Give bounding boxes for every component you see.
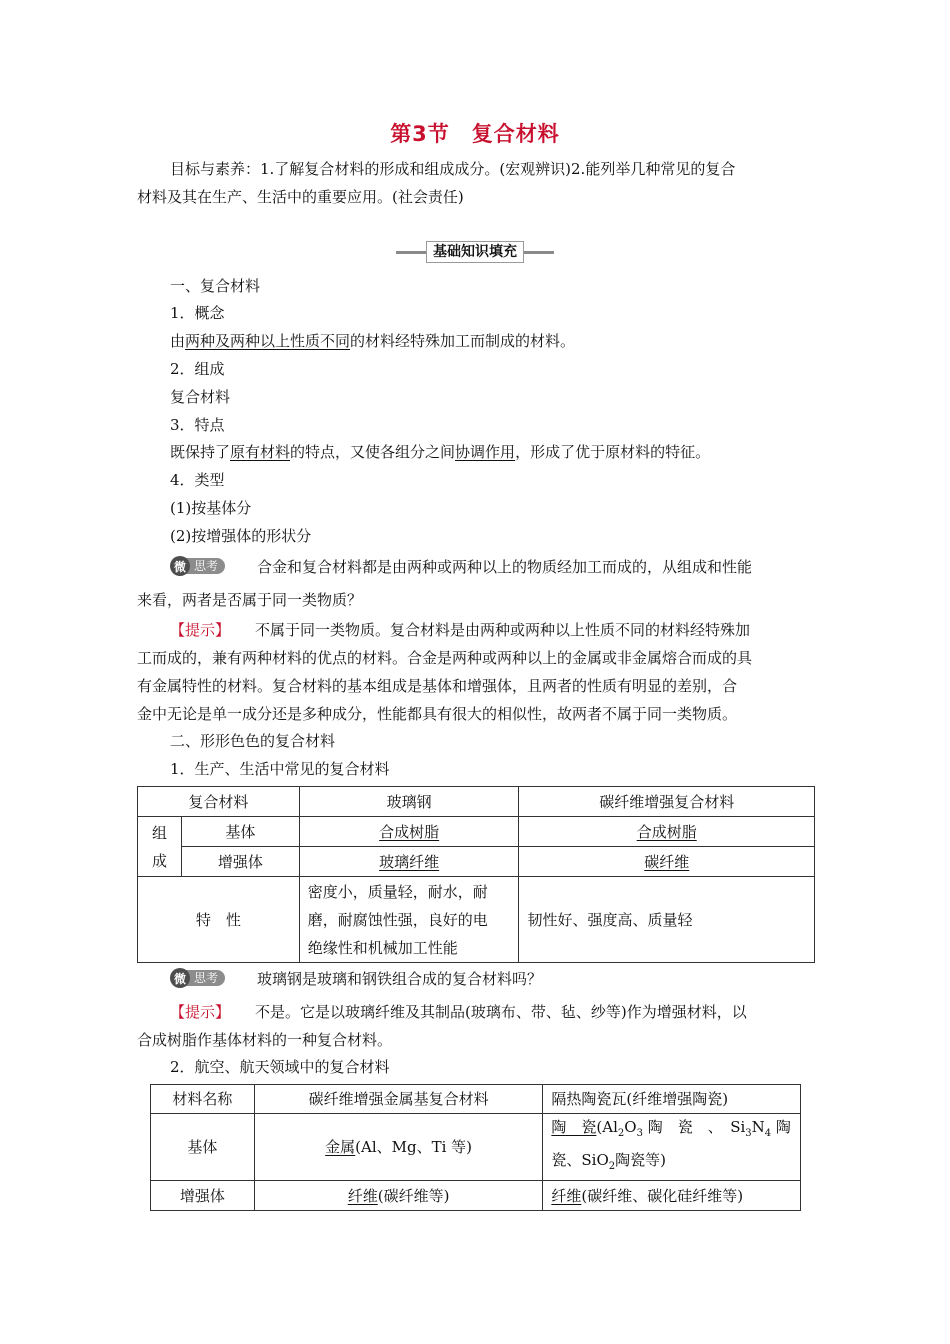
t1-reinforce-label: 增强体 xyxy=(181,847,299,877)
section2-heading: 二、形形色色的复合材料 xyxy=(170,732,336,750)
t2-reinforce-metal: 纤维(碳纤维等) xyxy=(254,1181,543,1211)
composition-heading: 2．组成 xyxy=(170,360,225,378)
t1-header-2: 碳纤维增强复合材料 xyxy=(519,787,815,817)
common-composites-table xyxy=(137,786,815,963)
t2-reinforce-ceramic: 纤维(碳纤维、碳化硅纤维等) xyxy=(543,1181,801,1211)
t1-feature-carbon: 韧性好、强度高、质量轻 xyxy=(519,877,815,963)
features-blank-2: 协调作用 xyxy=(455,443,516,461)
t1-header-1: 玻璃钢 xyxy=(299,787,519,817)
aerospace-composites-table xyxy=(150,1084,801,1211)
sikao-label-2: 思考 xyxy=(184,970,225,986)
objectives-line-2: 材料及其在生产、生活中的重要应用。(社会责任) xyxy=(137,188,464,206)
type-1: (1)按基体分 xyxy=(170,499,252,517)
t1-feature-glass: 密度小，质量轻，耐水，耐 磨，耐腐蚀性强，良好的电 绝缘性和机械加工性能 xyxy=(299,877,519,963)
t1-header-0: 复合材料 xyxy=(138,787,300,817)
page-title: 第3节 复合材料 xyxy=(390,122,560,146)
t2-header-2: 隔热陶瓷瓦(纤维增强陶瓷) xyxy=(543,1085,801,1114)
think1-hint-label: 【提示】 xyxy=(170,621,231,639)
think-badge-2 xyxy=(170,968,225,988)
type-2: (2)按增强体的形状分 xyxy=(170,527,312,545)
section-banner xyxy=(396,241,554,263)
t1-composition-label: 组 成 xyxy=(138,817,182,877)
t1-reinforce-carbon: 碳纤维 xyxy=(519,847,815,877)
concept-blank: 两种及两种以上性质不同 xyxy=(185,332,351,350)
sikao-label: 思考 xyxy=(184,558,225,574)
t2-header-0: 材料名称 xyxy=(151,1085,255,1114)
t2-reinforce-label: 增强体 xyxy=(151,1181,255,1211)
think1-question-1: 合金和复合材料都是由两种或两种以上的物质经加工而成的，从组成和性能 xyxy=(257,558,753,576)
think2-answer-1: 不是。它是以玻璃纤维及其制品(玻璃布、带、毡、纱等)作为增强材料，以 xyxy=(255,1003,747,1021)
think1-question-2: 来看，两者是否属于同一类物质？ xyxy=(137,591,363,609)
t1-reinforce-glass: 玻璃纤维 xyxy=(299,847,519,877)
t1-matrix-glass: 合成树脂 xyxy=(299,817,519,847)
t1-feature-label: 特 性 xyxy=(138,877,300,963)
think2-hint-label: 【提示】 xyxy=(170,1003,231,1021)
types-heading: 4．类型 xyxy=(170,471,225,489)
objectives-line-1: 目标与素养：1.了解复合材料的形成和组成成分。(宏观辨识)2.能列举几种常见的复合 xyxy=(170,160,736,178)
concept-heading: 1．概念 xyxy=(170,304,225,322)
section2-sub1: 1．生产、生活中常见的复合材料 xyxy=(170,760,390,778)
banner-label: 基础知识填充 xyxy=(426,241,524,263)
features-heading: 3．特点 xyxy=(170,416,225,434)
think2-question: 玻璃钢是玻璃和钢铁组合成的复合材料吗？ xyxy=(257,970,543,988)
wei-icon: 微 xyxy=(170,556,190,576)
think1-answer-2: 工而成的，兼有两种材料的优点的材料。合金是两种或两种以上的金属或非金属熔合而成的具 xyxy=(137,649,753,667)
think1-answer-4: 金中无论是单一成分还是多种成分，性能都具有很大的相似性，故两者不属于同一类物质。 xyxy=(137,705,738,723)
t2-header-1: 碳纤维增强金属基复合材料 xyxy=(254,1085,543,1114)
t2-matrix-label: 基体 xyxy=(151,1114,255,1181)
wei-icon-2: 微 xyxy=(170,968,190,988)
features-blank-1: 原有材料 xyxy=(230,443,291,461)
section2-sub2: 2．航空、航天领域中的复合材料 xyxy=(170,1058,390,1076)
composition-text: 复合材料 xyxy=(170,388,231,406)
t2-matrix-ceramic: 陶 瓷($Al_2O_3$ 陶 瓷 、 $Si_3N_4$ 陶 瓷、SiO$_2$陶瓷等) xyxy=(543,1114,801,1181)
think-badge-1 xyxy=(170,556,225,576)
section1-heading: 一、复合材料 xyxy=(170,277,261,295)
t2-matrix-metal: 金属(Al、Mg、Ti 等) xyxy=(254,1114,543,1181)
think1-answer-3: 有金属特性的材料。复合材料的基本组成是基体和增强体，且两者的性质有明显的差别，合 xyxy=(137,677,738,695)
think1-answer-1: 不属于同一类物质。复合材料是由两种或两种以上性质不同的材料经特殊加 xyxy=(255,621,751,639)
features-text: 既保持了原有材料的特点，又使各组分之间协调作用，形成了优于原材料的特征。 xyxy=(170,443,711,461)
think2-answer-2: 合成树脂作基体材料的一种复合材料。 xyxy=(137,1031,393,1049)
t1-matrix-carbon: 合成树脂 xyxy=(519,817,815,847)
t1-matrix-label: 基体 xyxy=(181,817,299,847)
concept-text: 由两种及两种以上性质不同的材料经特殊加工而制成的材料。 xyxy=(170,332,576,350)
